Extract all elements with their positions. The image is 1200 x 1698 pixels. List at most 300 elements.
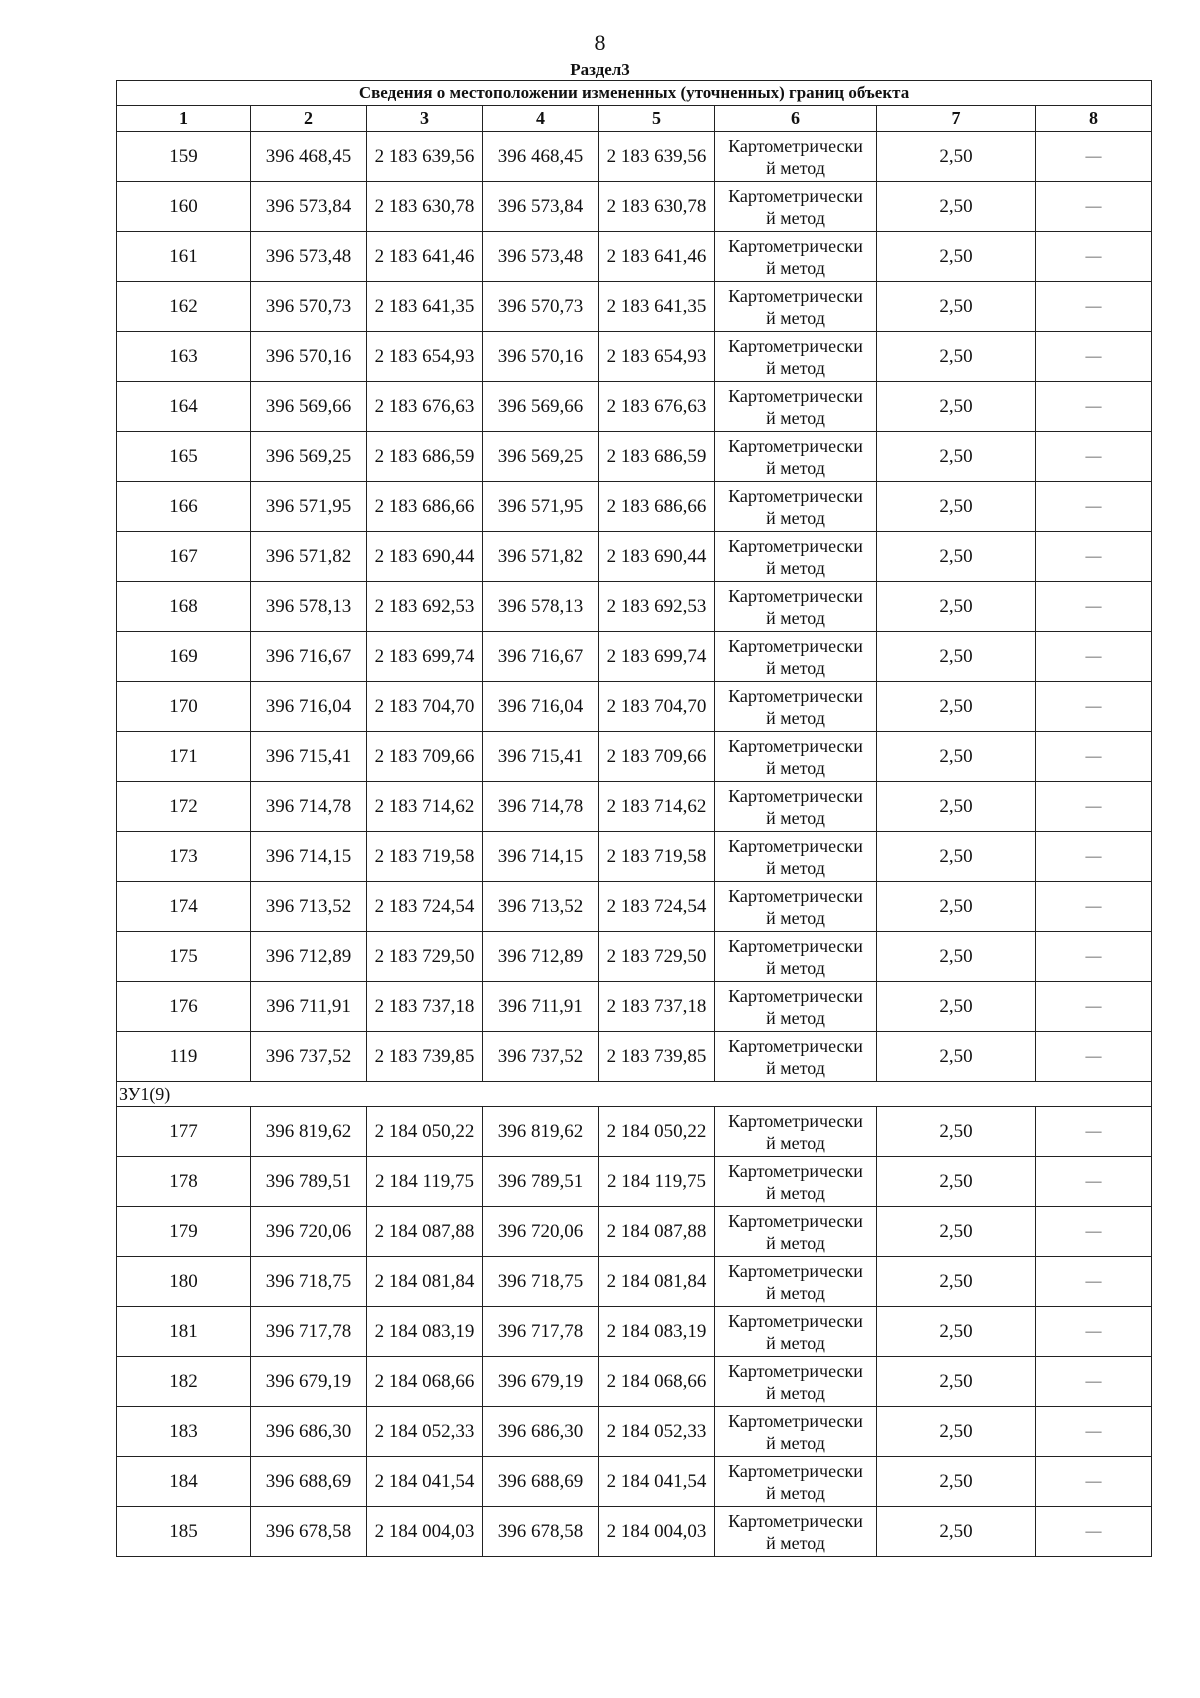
- method-text-line1: Картометрически: [728, 1410, 863, 1431]
- method-text-line1: Картометрически: [728, 1460, 863, 1481]
- point-number-cell: 162: [117, 282, 251, 332]
- coordinate-cell: 2 183 737,18: [367, 982, 483, 1032]
- coordinate-cell: 396 569,66: [483, 382, 599, 432]
- precision-cell: 2,50: [877, 1357, 1036, 1407]
- coordinate-cell: 2 183 639,56: [599, 132, 715, 182]
- method-text-line1: Картометрически: [728, 785, 863, 806]
- table-row: [117, 182, 1152, 232]
- dash-cell: —: [1036, 1157, 1152, 1207]
- point-number-cell: 172: [117, 782, 251, 832]
- method-text-line2: й метод: [766, 1132, 825, 1153]
- method-text-line1: Картометрически: [728, 1360, 863, 1381]
- coordinate-cell: 2 183 654,93: [599, 332, 715, 382]
- coordinate-cell: 2 183 704,70: [367, 682, 483, 732]
- method-text-line2: й метод: [766, 757, 825, 778]
- table-row: [117, 332, 1152, 382]
- precision-cell: 2,50: [877, 232, 1036, 282]
- table-title: Сведения о местоположении измененных (уточненных) границ объекта: [117, 81, 1152, 106]
- method-text-line2: й метод: [766, 457, 825, 478]
- table-row: [117, 632, 1152, 682]
- point-number-cell: 178: [117, 1157, 251, 1207]
- method-text-line2: й метод: [766, 307, 825, 328]
- coordinate-cell: 396 716,04: [483, 682, 599, 732]
- point-number-cell: 174: [117, 882, 251, 932]
- method-text-line2: й метод: [766, 1057, 825, 1078]
- coordinate-cell: 396 716,67: [483, 632, 599, 682]
- dash-cell: —: [1036, 732, 1152, 782]
- method-text-line1: Картометрически: [728, 185, 863, 206]
- method-cell: [715, 482, 877, 532]
- method-text-line2: й метод: [766, 707, 825, 728]
- coordinate-cell: 396 573,48: [251, 232, 367, 282]
- coordinate-cell: 2 184 004,03: [599, 1507, 715, 1557]
- point-number-cell: 170: [117, 682, 251, 732]
- precision-cell: 2,50: [877, 582, 1036, 632]
- coordinate-cell: 2 183 686,59: [599, 432, 715, 482]
- coordinate-cell: 2 183 704,70: [599, 682, 715, 732]
- dash-cell: —: [1036, 1107, 1152, 1157]
- coordinate-cell: 396 571,95: [483, 482, 599, 532]
- method-cell: [715, 282, 877, 332]
- dash-cell: —: [1036, 532, 1152, 582]
- method-text-line2: й метод: [766, 557, 825, 578]
- coordinate-cell: 2 184 119,75: [599, 1157, 715, 1207]
- dash-cell: —: [1036, 982, 1152, 1032]
- dash-cell: —: [1036, 582, 1152, 632]
- coordinate-cell: 2 184 068,66: [599, 1357, 715, 1407]
- point-number-cell: 177: [117, 1107, 251, 1157]
- method-text-line1: Картометрически: [728, 685, 863, 706]
- column-header: 4: [483, 106, 599, 132]
- coordinate-cell: 2 183 630,78: [367, 182, 483, 232]
- coordinate-cell: 2 183 719,58: [599, 832, 715, 882]
- coordinate-cell: 396 713,52: [483, 882, 599, 932]
- coordinate-cell: 2 184 087,88: [367, 1207, 483, 1257]
- coordinate-cell: 396 688,69: [483, 1457, 599, 1507]
- precision-cell: 2,50: [877, 782, 1036, 832]
- precision-cell: 2,50: [877, 682, 1036, 732]
- coordinate-cell: 396 686,30: [251, 1407, 367, 1457]
- method-text-line1: Картометрически: [728, 585, 863, 606]
- method-cell: [715, 932, 877, 982]
- table-row: [117, 832, 1152, 882]
- method-cell: [715, 782, 877, 832]
- coordinate-cell: 2 183 676,63: [599, 382, 715, 432]
- coordinate-cell: 396 571,95: [251, 482, 367, 532]
- method-text-line1: Картометрически: [728, 285, 863, 306]
- coordinate-cell: 396 569,66: [251, 382, 367, 432]
- point-number-cell: 119: [117, 1032, 251, 1082]
- coordinate-cell: 2 183 686,66: [367, 482, 483, 532]
- table-row: [117, 1157, 1152, 1207]
- coordinate-cell: 2 183 739,85: [599, 1032, 715, 1082]
- method-text-line2: й метод: [766, 207, 825, 228]
- table-row: [117, 882, 1152, 932]
- precision-cell: 2,50: [877, 1157, 1036, 1207]
- column-header: 1: [117, 106, 251, 132]
- method-text-line1: Картометрически: [728, 985, 863, 1006]
- coordinate-cell: 396 578,13: [251, 582, 367, 632]
- method-cell: [715, 182, 877, 232]
- column-header-row: [117, 106, 1152, 132]
- method-cell: [715, 432, 877, 482]
- precision-cell: 2,50: [877, 732, 1036, 782]
- point-number-cell: 169: [117, 632, 251, 682]
- page-number: 8: [594, 30, 606, 55]
- coordinate-cell: 396 714,78: [251, 782, 367, 832]
- table-row: [117, 1357, 1152, 1407]
- dash-cell: —: [1036, 1257, 1152, 1307]
- dash-cell: —: [1036, 232, 1152, 282]
- coordinate-cell: 396 468,45: [251, 132, 367, 182]
- dash-cell: —: [1036, 1207, 1152, 1257]
- coordinate-cell: 2 183 729,50: [367, 932, 483, 982]
- coordinate-cell: 2 184 050,22: [367, 1107, 483, 1157]
- dash-cell: —: [1036, 682, 1152, 732]
- method-text-line2: й метод: [766, 1007, 825, 1028]
- method-text-line2: й метод: [766, 807, 825, 828]
- coordinate-cell: 396 573,48: [483, 232, 599, 282]
- precision-cell: 2,50: [877, 1207, 1036, 1257]
- method-text-line1: Картометрически: [728, 1035, 863, 1056]
- dash-cell: —: [1036, 332, 1152, 382]
- method-cell: [715, 982, 877, 1032]
- method-cell: [715, 1157, 877, 1207]
- method-text-line1: Картометрически: [728, 1210, 863, 1231]
- coordinate-cell: 2 183 692,53: [599, 582, 715, 632]
- precision-cell: 2,50: [877, 132, 1036, 182]
- method-text-line1: Картометрически: [728, 885, 863, 906]
- coordinate-cell: 396 718,75: [251, 1257, 367, 1307]
- coordinate-cell: 2 184 083,19: [367, 1307, 483, 1357]
- point-number-cell: 171: [117, 732, 251, 782]
- coordinate-cell: 2 184 041,54: [367, 1457, 483, 1507]
- table-row: [117, 732, 1152, 782]
- coordinate-cell: 396 713,52: [251, 882, 367, 932]
- method-text-line1: Картометрически: [728, 1110, 863, 1131]
- method-text-line1: Картометрически: [728, 535, 863, 556]
- coordinate-cell: 2 183 714,62: [367, 782, 483, 832]
- coordinate-cell: 396 717,78: [483, 1307, 599, 1357]
- method-text-line2: й метод: [766, 257, 825, 278]
- coordinate-cell: 2 183 714,62: [599, 782, 715, 832]
- coordinate-cell: 396 711,91: [251, 982, 367, 1032]
- coordinate-cell: 396 714,15: [483, 832, 599, 882]
- point-number-cell: 167: [117, 532, 251, 582]
- table-row: [117, 382, 1152, 432]
- method-text-line2: й метод: [766, 1432, 825, 1453]
- method-text-line2: й метод: [766, 157, 825, 178]
- method-cell: [715, 232, 877, 282]
- dash-cell: —: [1036, 182, 1152, 232]
- method-cell: [715, 1507, 877, 1557]
- point-number-cell: 180: [117, 1257, 251, 1307]
- precision-cell: 2,50: [877, 282, 1036, 332]
- precision-cell: 2,50: [877, 832, 1036, 882]
- coordinate-cell: 2 183 724,54: [367, 882, 483, 932]
- coordinate-cell: 396 468,45: [483, 132, 599, 182]
- point-number-cell: 160: [117, 182, 251, 232]
- group-row: [117, 1082, 1152, 1107]
- coordinate-cell: 2 183 719,58: [367, 832, 483, 882]
- precision-cell: 2,50: [877, 1307, 1036, 1357]
- method-text-line2: й метод: [766, 1332, 825, 1353]
- coordinate-cell: 2 183 709,66: [367, 732, 483, 782]
- section-title: Раздел3: [570, 60, 630, 79]
- coordinate-cell: 396 714,78: [483, 782, 599, 832]
- table-row: [117, 482, 1152, 532]
- coordinate-cell: 396 716,67: [251, 632, 367, 682]
- point-number-cell: 179: [117, 1207, 251, 1257]
- coordinate-cell: 396 678,58: [251, 1507, 367, 1557]
- method-text-line2: й метод: [766, 1182, 825, 1203]
- coordinate-cell: 2 183 641,35: [367, 282, 483, 332]
- dash-cell: —: [1036, 1407, 1152, 1457]
- coordinate-cell: 396 573,84: [251, 182, 367, 232]
- coordinate-cell: 2 183 654,93: [367, 332, 483, 382]
- coordinate-cell: 2 183 724,54: [599, 882, 715, 932]
- dash-cell: —: [1036, 832, 1152, 882]
- dash-cell: —: [1036, 1307, 1152, 1357]
- point-number-cell: 159: [117, 132, 251, 182]
- table-row: [117, 582, 1152, 632]
- coordinate-cell: 396 715,41: [251, 732, 367, 782]
- coordinate-cell: 2 184 052,33: [599, 1407, 715, 1457]
- coordinate-cell: 2 183 676,63: [367, 382, 483, 432]
- group-label: ЗУ1(9): [117, 1082, 1152, 1107]
- precision-cell: 2,50: [877, 932, 1036, 982]
- point-number-cell: 173: [117, 832, 251, 882]
- method-cell: [715, 1307, 877, 1357]
- point-number-cell: 166: [117, 482, 251, 532]
- coordinate-cell: 396 819,62: [251, 1107, 367, 1157]
- column-header: 5: [599, 106, 715, 132]
- method-cell: [715, 332, 877, 382]
- method-cell: [715, 132, 877, 182]
- precision-cell: 2,50: [877, 1457, 1036, 1507]
- method-text-line1: Картометрически: [728, 635, 863, 656]
- method-text-line2: й метод: [766, 1232, 825, 1253]
- method-text-line1: Картометрически: [728, 485, 863, 506]
- method-cell: [715, 882, 877, 932]
- coordinate-cell: 396 570,73: [483, 282, 599, 332]
- coordinate-cell: 396 569,25: [483, 432, 599, 482]
- coordinate-cell: 2 184 041,54: [599, 1457, 715, 1507]
- precision-cell: 2,50: [877, 1107, 1036, 1157]
- dash-cell: —: [1036, 282, 1152, 332]
- coordinate-cell: 396 571,82: [483, 532, 599, 582]
- method-cell: [715, 632, 877, 682]
- point-number-cell: 185: [117, 1507, 251, 1557]
- dash-cell: —: [1036, 632, 1152, 682]
- method-text-line1: Картометрически: [728, 235, 863, 256]
- coordinate-cell: 396 686,30: [483, 1407, 599, 1457]
- precision-cell: 2,50: [877, 982, 1036, 1032]
- coordinate-cell: 396 570,16: [483, 332, 599, 382]
- point-number-cell: 164: [117, 382, 251, 432]
- point-number-cell: 176: [117, 982, 251, 1032]
- method-text-line1: Картометрически: [728, 1160, 863, 1181]
- method-text-line1: Картометрически: [728, 335, 863, 356]
- coordinate-cell: 396 717,78: [251, 1307, 367, 1357]
- coordinate-cell: 2 183 641,46: [367, 232, 483, 282]
- coordinate-cell: 2 183 699,74: [599, 632, 715, 682]
- table-row: [117, 232, 1152, 282]
- dash-cell: —: [1036, 482, 1152, 532]
- point-number-cell: 181: [117, 1307, 251, 1357]
- coordinate-cell: 2 183 641,35: [599, 282, 715, 332]
- coordinate-cell: 2 183 639,56: [367, 132, 483, 182]
- method-cell: [715, 1032, 877, 1082]
- method-cell: [715, 582, 877, 632]
- method-text-line1: Картометрически: [728, 835, 863, 856]
- coordinate-cell: 396 716,04: [251, 682, 367, 732]
- dash-cell: —: [1036, 382, 1152, 432]
- method-cell: [715, 532, 877, 582]
- method-text-line1: Картометрически: [728, 435, 863, 456]
- table-row: [117, 1307, 1152, 1357]
- precision-cell: 2,50: [877, 1407, 1036, 1457]
- coordinate-cell: 2 183 630,78: [599, 182, 715, 232]
- coordinate-cell: 396 679,19: [483, 1357, 599, 1407]
- coordinate-cell: 396 571,82: [251, 532, 367, 582]
- method-text-line2: й метод: [766, 1282, 825, 1303]
- precision-cell: 2,50: [877, 182, 1036, 232]
- dash-cell: —: [1036, 882, 1152, 932]
- table-row: [117, 1507, 1152, 1557]
- coordinate-cell: 2 184 087,88: [599, 1207, 715, 1257]
- coordinate-cell: 2 183 709,66: [599, 732, 715, 782]
- coordinate-cell: 396 737,52: [483, 1032, 599, 1082]
- column-header: 8: [1036, 106, 1152, 132]
- coordinate-cell: 396 718,75: [483, 1257, 599, 1307]
- method-text-line2: й метод: [766, 1382, 825, 1403]
- table-row: [117, 532, 1152, 582]
- method-text-line1: Картометрически: [728, 135, 863, 156]
- method-text-line2: й метод: [766, 657, 825, 678]
- coordinate-cell: 2 184 068,66: [367, 1357, 483, 1407]
- coordinate-cell: 2 184 083,19: [599, 1307, 715, 1357]
- method-text-line1: Картометрически: [728, 735, 863, 756]
- table-row: [117, 782, 1152, 832]
- method-cell: [715, 1257, 877, 1307]
- method-cell: [715, 1357, 877, 1407]
- method-text-line2: й метод: [766, 357, 825, 378]
- point-number-cell: 168: [117, 582, 251, 632]
- method-cell: [715, 1407, 877, 1457]
- precision-cell: 2,50: [877, 532, 1036, 582]
- table-row: [117, 1207, 1152, 1257]
- table-row: [117, 1257, 1152, 1307]
- coordinate-cell: 2 183 641,46: [599, 232, 715, 282]
- method-text-line2: й метод: [766, 907, 825, 928]
- dash-cell: —: [1036, 1457, 1152, 1507]
- column-header: 7: [877, 106, 1036, 132]
- coordinate-cell: 2 184 081,84: [599, 1257, 715, 1307]
- coordinate-cell: 396 819,62: [483, 1107, 599, 1157]
- method-cell: [715, 382, 877, 432]
- table-row: [117, 1107, 1152, 1157]
- method-text-line2: й метод: [766, 1482, 825, 1503]
- table-row: [117, 932, 1152, 982]
- coordinate-cell: 396 678,58: [483, 1507, 599, 1557]
- method-text-line2: й метод: [766, 957, 825, 978]
- coordinate-cell: 396 712,89: [251, 932, 367, 982]
- point-number-cell: 184: [117, 1457, 251, 1507]
- table-row: [117, 682, 1152, 732]
- table-row: [117, 1032, 1152, 1082]
- table-row: [117, 1407, 1152, 1457]
- coordinate-cell: 396 570,73: [251, 282, 367, 332]
- point-number-cell: 165: [117, 432, 251, 482]
- method-text-line1: Картометрически: [728, 1260, 863, 1281]
- coordinate-cell: 2 183 690,44: [599, 532, 715, 582]
- table-row: [117, 432, 1152, 482]
- coordinate-cell: 396 573,84: [483, 182, 599, 232]
- precision-cell: 2,50: [877, 482, 1036, 532]
- precision-cell: 2,50: [877, 432, 1036, 482]
- coordinate-cell: 396 737,52: [251, 1032, 367, 1082]
- table-row: [117, 982, 1152, 1032]
- column-header: 6: [715, 106, 877, 132]
- point-number-cell: 183: [117, 1407, 251, 1457]
- dash-cell: —: [1036, 782, 1152, 832]
- coordinate-cell: 2 184 081,84: [367, 1257, 483, 1307]
- coordinate-cell: 2 183 686,59: [367, 432, 483, 482]
- method-cell: [715, 832, 877, 882]
- coordinate-cell: 396 789,51: [483, 1157, 599, 1207]
- method-text-line1: Картометрически: [728, 935, 863, 956]
- coordinate-cell: 396 789,51: [251, 1157, 367, 1207]
- method-text-line2: й метод: [766, 507, 825, 528]
- coordinate-cell: 396 714,15: [251, 832, 367, 882]
- dash-cell: —: [1036, 1032, 1152, 1082]
- method-text-line2: й метод: [766, 857, 825, 878]
- method-text-line2: й метод: [766, 1532, 825, 1553]
- coordinate-cell: 2 183 729,50: [599, 932, 715, 982]
- coordinate-cell: 396 712,89: [483, 932, 599, 982]
- dash-cell: —: [1036, 1507, 1152, 1557]
- dash-cell: —: [1036, 432, 1152, 482]
- precision-cell: 2,50: [877, 882, 1036, 932]
- table-row: [117, 282, 1152, 332]
- coordinate-cell: 2 183 737,18: [599, 982, 715, 1032]
- column-header: 2: [251, 106, 367, 132]
- dash-cell: —: [1036, 1357, 1152, 1407]
- coordinate-cell: 396 569,25: [251, 432, 367, 482]
- coordinate-cell: 2 184 004,03: [367, 1507, 483, 1557]
- precision-cell: 2,50: [877, 382, 1036, 432]
- coordinate-cell: 396 715,41: [483, 732, 599, 782]
- coordinate-cell: 396 720,06: [251, 1207, 367, 1257]
- method-cell: [715, 1457, 877, 1507]
- point-number-cell: 182: [117, 1357, 251, 1407]
- coordinate-cell: 2 184 050,22: [599, 1107, 715, 1157]
- coordinate-cell: 2 183 699,74: [367, 632, 483, 682]
- precision-cell: 2,50: [877, 1257, 1036, 1307]
- table-row: [117, 1457, 1152, 1507]
- coordinates-table: [116, 80, 1152, 1557]
- coordinate-cell: 396 578,13: [483, 582, 599, 632]
- coordinate-cell: 2 183 686,66: [599, 482, 715, 532]
- precision-cell: 2,50: [877, 632, 1036, 682]
- point-number-cell: 163: [117, 332, 251, 382]
- precision-cell: 2,50: [877, 1507, 1036, 1557]
- coordinate-cell: 2 183 739,85: [367, 1032, 483, 1082]
- precision-cell: 2,50: [877, 1032, 1036, 1082]
- method-cell: [715, 1207, 877, 1257]
- method-cell: [715, 1107, 877, 1157]
